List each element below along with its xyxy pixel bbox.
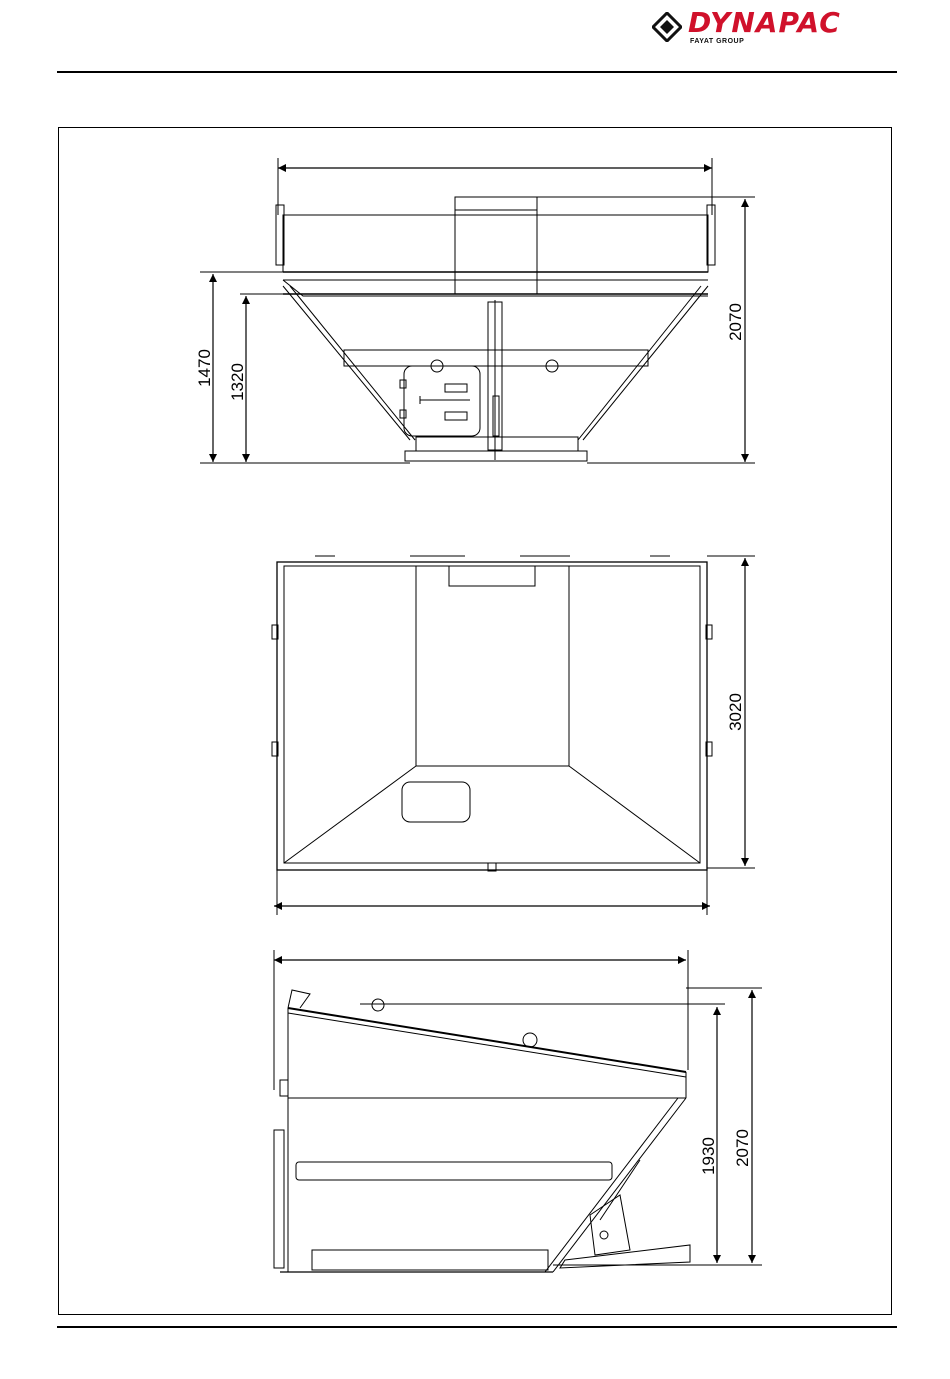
front-dim-height-b: 1320 (228, 363, 247, 401)
front-dim-height-a: 1470 (195, 349, 214, 387)
side-dim-height-a: 1930 (699, 1137, 718, 1175)
top-view (272, 556, 755, 915)
front-view (200, 158, 755, 463)
top-dim-length: 3020 (726, 693, 745, 731)
side-view (274, 950, 762, 1272)
brand-subtitle: FAYAT GROUP (690, 38, 745, 45)
brand-name: DYNAPAC (688, 6, 841, 39)
front-dim-height-total: 2070 (726, 303, 745, 341)
side-dim-height-total: 2070 (733, 1129, 752, 1167)
